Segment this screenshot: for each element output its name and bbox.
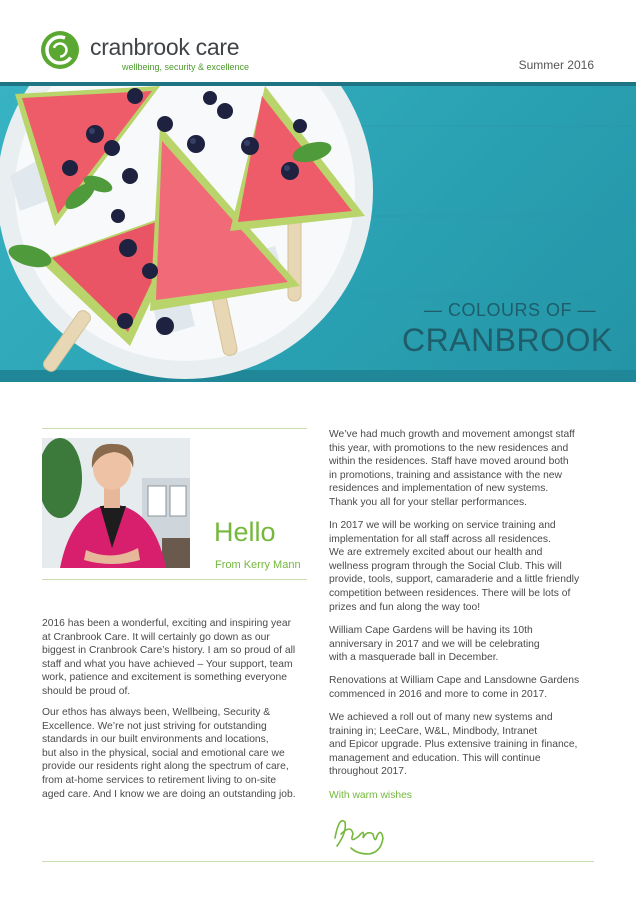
hero-title-top: — COLOURS OF — [424,300,597,320]
footer-rule [42,861,594,862]
left-mid-rule [42,579,307,580]
kerry-photo [42,438,190,568]
hero-banner [0,86,636,382]
right-paragraph-1: We’ve had much growth and movement amongst staff this year, with promotions to the new residences and within the residences. Staff have moved around both in promotions, training and assistance with the new residences and implementation of new systems. Thank you all for your stellar performances. [329,429,575,508]
signature [329,810,389,860]
portrait-illustration [42,438,190,568]
right-paragraph-5: We achieved a roll out of many new systems and training in; LeeCare, W&L, Mindbody, Intranet and Epicor upgrade. Plus extensive training in finance, management and education. This will continue throughout 2017. [329,712,578,778]
right-paragraph-3: William Cape Gardens will be having its 10th anniversary in 2017 and we will be celebrating with a masquerade ball in December. [329,625,540,664]
signature-drawing [329,810,389,860]
left-top-rule [42,428,307,429]
brand-logo-icon [40,30,80,70]
left-paragraph-2: Our ethos has always been, Wellbeing, Security & Excellence. We’re not just striving for outstanding standards in our built environments and locations, but also in the physical, social and emotional care we provide our residents right along the spectrum of care, from at-home services to retirement living to on-site aged care. And I know we are doing an outstanding job. [42,707,296,800]
right-paragraph-4: Renovations at William Cape and Lansdowne Gardens commenced in 2016 and more to come in 2017. [329,675,580,700]
brand-name: cranbrook care [90,34,240,60]
edition-label: Summer 2016 [518,58,594,72]
left-paragraph-1: 2016 has been a wonderful, exciting and inspiring year at Cranbrook Care. It will certainly go down as our biggest in Cranbrook Care’s history. I am so proud of all staff and what you have achieved – Your support, team work, patience and excitement is something everyone should be proud of. [42,618,296,697]
closing-line: With warm wishes [329,790,412,801]
hero-title-main: CRANBROOK [402,322,613,358]
brand-tagline: wellbeing, security & excellence [122,62,250,72]
greeting-heading: Hello [214,517,276,547]
right-paragraph-2: In 2017 we will be working on service training and implementation for all staff across all residences. We are extremely excited about our health and wellness program through the Social Club. This will provide, tools, support, camaraderie and a little friendly competition between residences. There will be lots of prizes and fun along the way too! [329,520,580,613]
greeting-byline: From Kerry Mann [215,559,301,571]
